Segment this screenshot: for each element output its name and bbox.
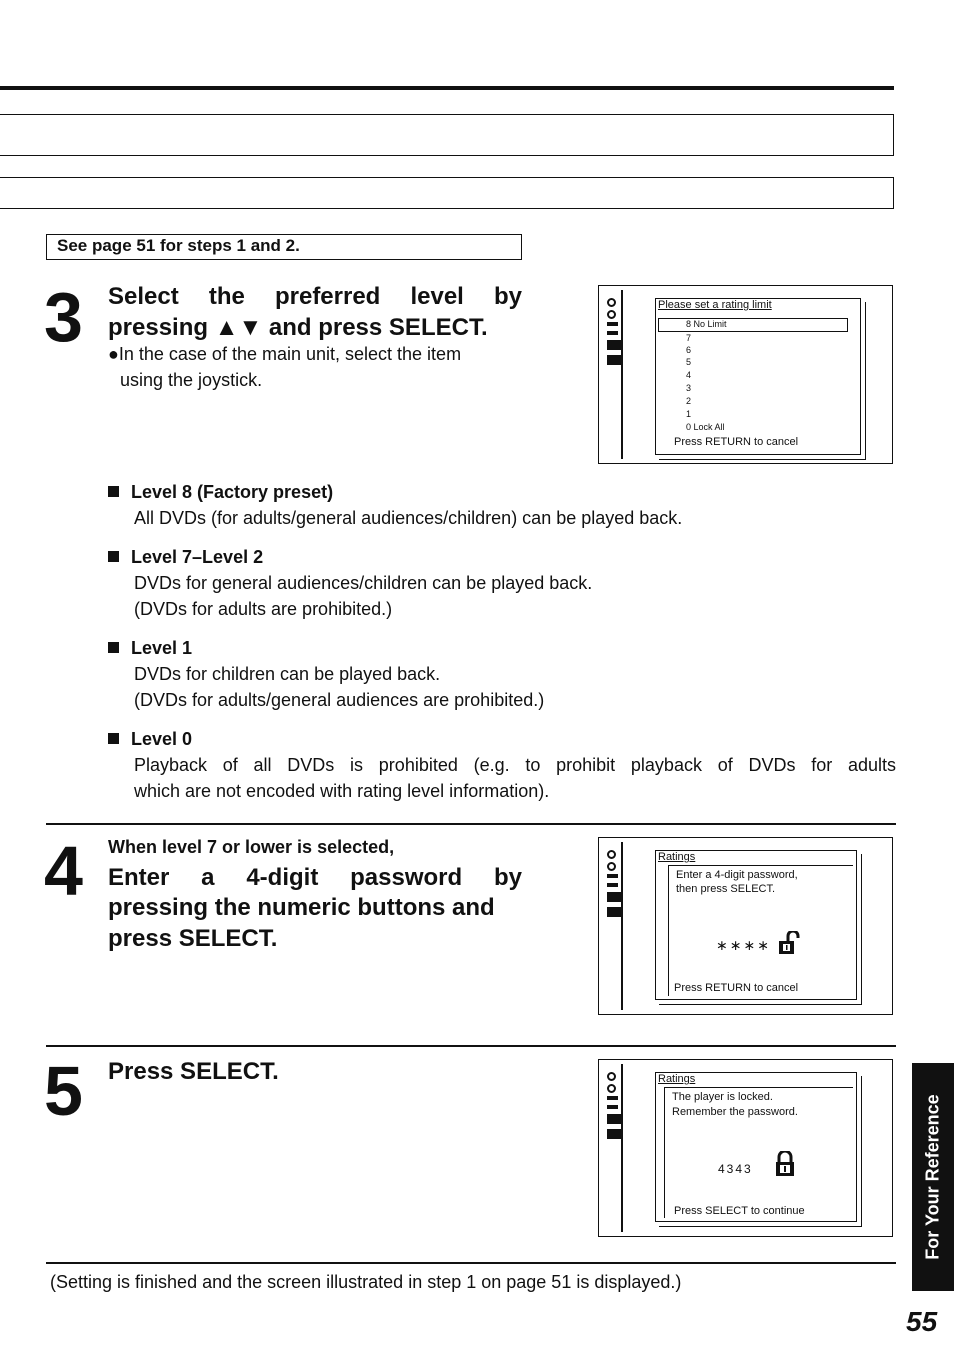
remote-controls-icon: [607, 850, 621, 922]
level-7-2-body-line1: DVDs for general audiences/children can be played back.: [134, 573, 593, 593]
locked-message-line1: The player is locked.: [672, 1091, 773, 1103]
remote-controls-icon: [607, 1072, 621, 1144]
rating-limit-menu: [655, 298, 861, 455]
locked-menu-title: Ratings: [658, 1073, 696, 1085]
rating-level-1[interactable]: 1: [686, 409, 692, 419]
page-number: 55: [906, 1306, 938, 1337]
step-5-number: 5: [44, 1052, 83, 1130]
step-3-title-line1: Select the preferred level by: [108, 283, 522, 310]
locked-password-code: 4343: [718, 1162, 753, 1176]
locked-padlock-icon: [774, 1151, 796, 1177]
step-3-number: 3: [44, 278, 83, 356]
level-1-body-line2: (DVDs for adults/general audiences are prohibited.): [134, 690, 545, 710]
level-0-body-line1: Playback of all DVDs is prohibited (e.g. to prohibit playback of DVDs for adults: [134, 755, 896, 775]
rating-level-5[interactable]: 5: [686, 357, 692, 367]
header-box-2: [0, 177, 894, 209]
step-3-note-line2: using the joystick.: [120, 370, 263, 390]
locked-message-line2: Remember the password.: [672, 1106, 798, 1118]
step-4-title-line3: press SELECT.: [108, 925, 278, 952]
rating-level-0[interactable]: 0 Lock All: [686, 422, 725, 432]
rating-limit-footer: Press RETURN to cancel: [674, 436, 799, 448]
level-1-body-line1: DVDs for children can be played back.: [134, 664, 441, 684]
level-7-2-heading: Level 7–Level 2: [108, 547, 263, 568]
bullet-square-icon: [108, 733, 119, 744]
rating-limit-screen: [598, 285, 893, 464]
header-box-1: [0, 114, 894, 156]
step-5-rule: [46, 1045, 896, 1047]
rating-level-8[interactable]: 8 No Limit: [686, 319, 727, 329]
password-menu-title: Ratings: [658, 851, 696, 863]
completion-note: (Setting is finished and the screen illustrated in step 1 on page 51 is displayed.): [50, 1272, 682, 1292]
bullet-square-icon: [108, 551, 119, 562]
step-4-rule: [46, 823, 896, 825]
step-4-precondition: When level 7 or lower is selected,: [108, 837, 395, 857]
step-5-title: Press SELECT.: [108, 1058, 279, 1085]
locked-footer: Press SELECT to continue: [674, 1205, 805, 1217]
section-side-tab: For Your Reference: [912, 1063, 954, 1291]
level-7-2-body-line2: (DVDs for adults are prohibited.): [134, 599, 393, 619]
remote-controls-icon: [607, 298, 621, 370]
step-4-number: 4: [44, 832, 83, 910]
level-8-body: All DVDs (for adults/general audiences/children) can be played back.: [134, 508, 683, 528]
password-menu: [655, 850, 857, 1000]
unlocked-padlock-icon: [778, 931, 800, 955]
see-page-reference: See page 51 for steps 1 and 2.: [46, 234, 522, 260]
rating-level-2[interactable]: 2: [686, 396, 692, 406]
rating-limit-title: Please set a rating limit: [658, 299, 772, 311]
level-0-body-line2: which are not encoded with rating level information).: [134, 781, 550, 801]
password-entry-screen: [598, 837, 893, 1015]
password-instruction-line2: then press SELECT.: [676, 883, 776, 895]
top-rule: [0, 86, 894, 90]
step-4-title-line1: Enter a 4-digit password by: [108, 864, 522, 891]
step-3-title-line2: pressing ▲▼ and press SELECT.: [108, 314, 488, 341]
level-8-heading: Level 8 (Factory preset): [108, 482, 333, 503]
rating-level-6[interactable]: 6: [686, 345, 692, 355]
rating-level-3[interactable]: 3: [686, 383, 692, 393]
rating-level-7[interactable]: 7: [686, 333, 692, 343]
level-1-heading: Level 1: [108, 638, 192, 659]
bullet-square-icon: [108, 642, 119, 653]
step-3-note-line1: ●In the case of the main unit, select the item: [108, 344, 462, 364]
step-4-title-line2: pressing the numeric buttons and: [108, 894, 495, 921]
level-0-heading: Level 0: [108, 729, 192, 750]
locked-confirmation-screen: [598, 1059, 893, 1237]
password-footer: Press RETURN to cancel: [674, 982, 799, 994]
rating-level-4[interactable]: 4: [686, 370, 692, 380]
password-instruction-line1: Enter a 4-digit password,: [676, 869, 798, 881]
footer-rule: [46, 1262, 896, 1264]
password-masked-code[interactable]: ∗∗∗∗: [716, 937, 771, 953]
locked-menu: [655, 1072, 857, 1222]
bullet-square-icon: [108, 486, 119, 497]
